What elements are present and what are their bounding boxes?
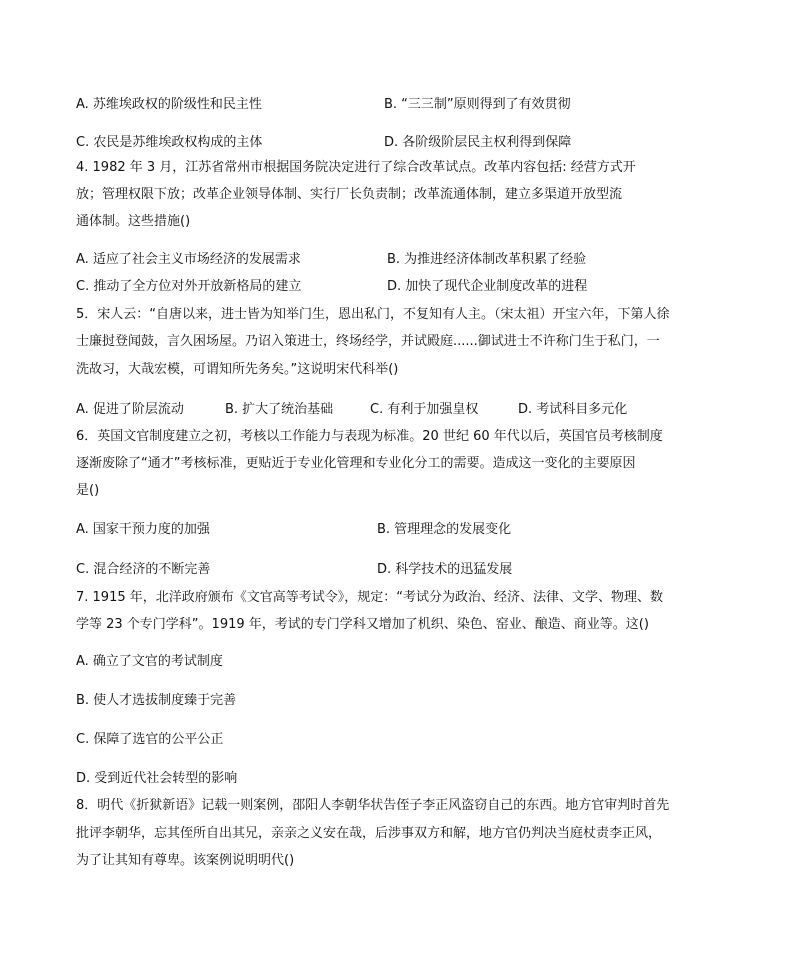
q6-option-b[interactable]: B. 管理理念的发展变化 <box>377 522 512 537</box>
q5-option-c[interactable]: C. 有利于加强皇权 <box>370 402 479 417</box>
q5-option-b[interactable]: B. 扩大了统治基础 <box>225 402 334 417</box>
q6-stem-line-2: 逐渐废除了“通才”考核标准，更贴近于专业化管理和专业化分工的需要。造成这一变化的主要原因 <box>76 456 636 471</box>
q8-stem-line-3: 为了让其知有尊卑。该案例说明明代() <box>76 853 295 868</box>
q5-option-a[interactable]: A. 促进了阶层流动 <box>76 402 184 417</box>
q6-option-a[interactable]: A. 国家干预力度的加强 <box>76 522 210 537</box>
q5-stem-line-1: 5．宋人云：“自唐以来，进士皆为知举门生，恩出私门，不复知有人主。（宋太祖）开宝六年，下第人徐 <box>76 307 670 322</box>
q6-stem-line-1: 6．英国文官制度建立之初，考核以工作能力与表现为标准。20 世纪 60 年代以后，英国官员考核制度 <box>76 429 663 444</box>
q4-stem-line-1: 4. 1982 年 3 月，江苏省常州市根据国务院决定进行了综合改革试点。改革内容包括: 经营方式开 <box>76 160 636 175</box>
q7-stem-line-2: 学等 23 个专门学科”。1919 年，考试的专门学科又增加了机织、染色、窑业、酿造、商业等。这() <box>76 617 649 632</box>
q6-option-d[interactable]: D. 科学技术的迅猛发展 <box>377 562 513 577</box>
q6-stem-line-3: 是() <box>76 483 100 498</box>
q5-stem-line-3: 洗故习，大哉宏模，可谓知所先务矣。”这说明宋代科举() <box>76 362 399 377</box>
q4-stem-line-2: 放；管理权限下放；改革企业领导体制、实行厂长负责制；改革流通体制，建立多渠道开放型流 <box>76 187 623 202</box>
q7-option-b[interactable]: B. 使人才选拔制度臻于完善 <box>76 693 237 708</box>
q4-option-c[interactable]: C. 推动了全方位对外开放新格局的建立 <box>76 279 302 294</box>
q7-option-c[interactable]: C. 保障了选官的公平公正 <box>76 732 224 747</box>
q4-stem-line-3: 通体制。这些措施() <box>76 214 191 229</box>
q5-option-d[interactable]: D. 考试科目多元化 <box>518 402 628 417</box>
q3-option-c[interactable]: C. 农民是苏维埃政权构成的主体 <box>76 135 263 150</box>
q4-option-b[interactable]: B. 为推进经济体制改革积累了经验 <box>387 252 587 267</box>
q3-option-b[interactable]: B. “三三制”原则得到了有效贯彻 <box>384 97 571 112</box>
q5-stem-line-2: 士廉挝登闻鼓，言久困场屋。乃诏入策进士，终场经学，并试殿庭......御试进士不许称门生于私门，一 <box>76 334 660 349</box>
q4-option-d[interactable]: D. 加快了现代企业制度改革的进程 <box>387 279 588 294</box>
q7-option-d[interactable]: D. 受到近代社会转型的影响 <box>76 771 238 786</box>
q6-option-c[interactable]: C. 混合经济的不断完善 <box>76 562 211 577</box>
q7-option-a[interactable]: A. 确立了文官的考试制度 <box>76 654 223 669</box>
q8-stem-line-2: 批评李朝华，忘其侄所自出其兄，亲亲之义安在哉，后涉事双方和解，地方官仍判决当庭杖责李正风， <box>76 826 662 841</box>
q3-option-d[interactable]: D. 各阶级阶层民主权利得到保障 <box>384 135 572 150</box>
q4-option-a[interactable]: A. 适应了社会主义市场经济的发展需求 <box>76 252 301 267</box>
q7-stem-line-1: 7. 1915 年，北洋政府颁布《文官高等考试令》，规定：“考试分为政治、经济、法律、文学、物理、数 <box>76 590 663 605</box>
q8-stem-line-1: 8．明代《折狱新语》记载一则案例，邵阳人李朝华状告侄子李正风盗窃自己的东西。地方官审判时首先 <box>76 798 670 813</box>
q3-option-a[interactable]: A. 苏维埃政权的阶级性和民主性 <box>76 97 262 112</box>
